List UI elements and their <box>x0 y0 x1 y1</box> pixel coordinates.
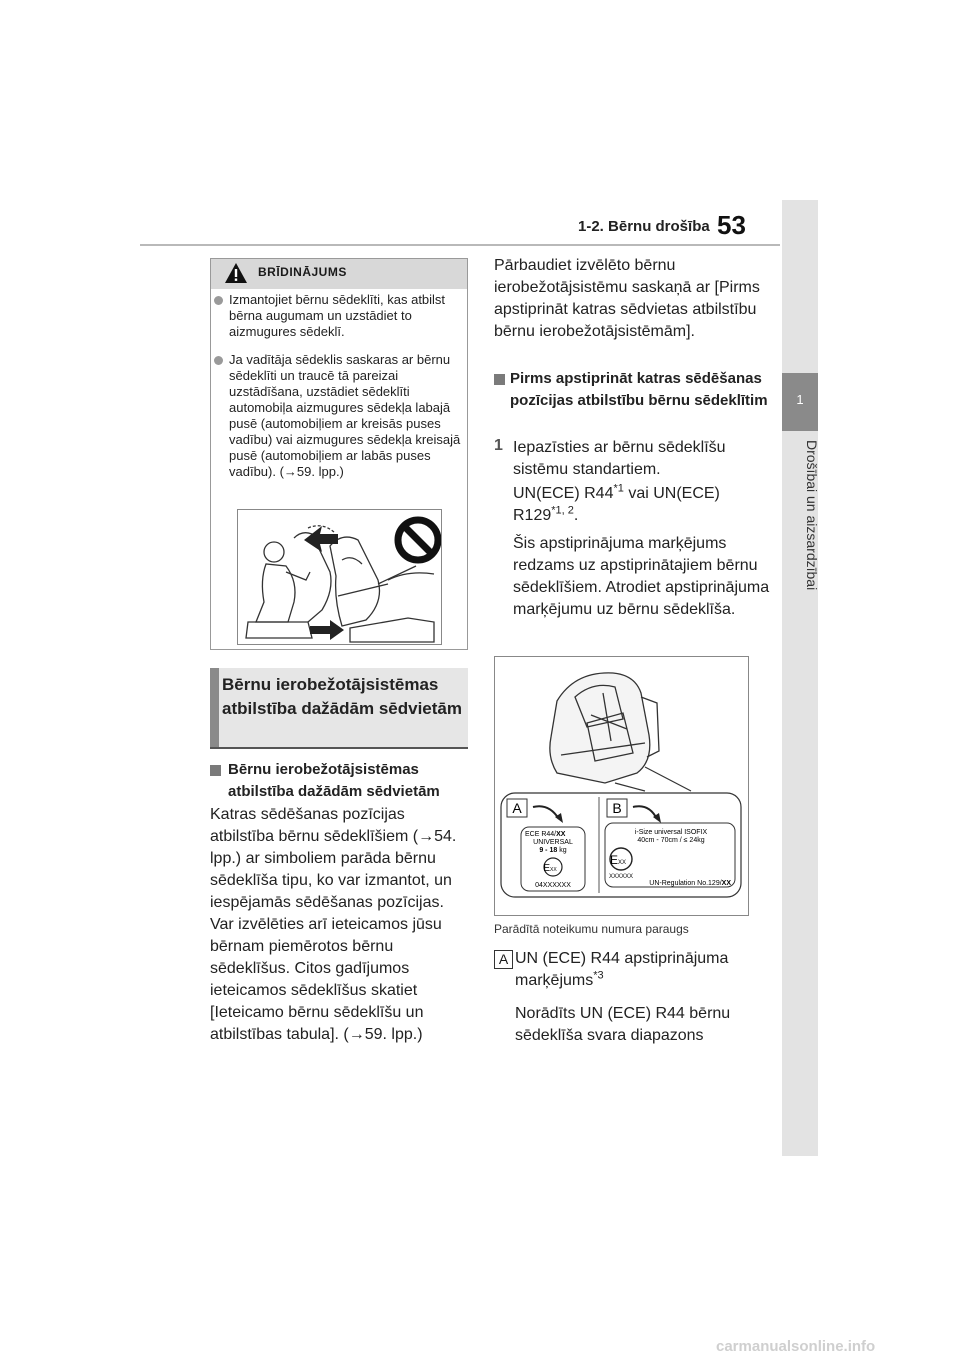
reg-r44: UN(ECE) R44 <box>513 485 614 502</box>
warning-triangle-icon <box>224 262 248 284</box>
r44-label-universal: UNIVERSAL <box>533 839 573 846</box>
reg-end: . <box>573 507 579 524</box>
r129-label-line2: 40cm - 70cm / ≤ 24kg <box>637 837 705 844</box>
paragraph-check: Pārbaudiet izvēlēto bērnu ierobežotājsistēmu saskaņā ar [Pirms apstiprināt katras sēdvietas atbilstību bērnu ierobežotājsistēmām]. <box>494 257 760 340</box>
r129-approval-code: XXXXXX <box>609 874 634 880</box>
step-number: 1 <box>494 437 503 454</box>
step-text-2: Šis apstiprinājuma marķējums redzams uz apstiprinātajiem bērnu sēdeklīšiem. Atrodiet apstiprinājuma marķējumu uz bērnu sēdeklīša. <box>513 535 770 618</box>
label-a-tag: A <box>512 800 522 816</box>
r129-regulation: UN-Regulation No.129/XX <box>649 880 731 887</box>
r44-label-line1: ECE R44/XX <box>525 831 566 838</box>
section-title: 1-2. Bērnu drošība <box>578 218 710 235</box>
figure-caption: Parādītā noteikumu numura paraugs <box>494 922 689 936</box>
paragraph-compatibility: Katras sēdēšanas pozīcijas atbilstība bērnu sēdeklīšiem (→54. lpp.) ar simboliem parāda bērnu sēdeklīša tipu, ko var izmantot, un iespējamās sēdēšanas pozīcijas. Var izvēlēties arī ieteicamos jūsu bērnam piemērotos bērnu sēdeklīšus. Citos gadījumos ieteicamos sēdeklīšus skatiet [Ieteicamo bērnu sēdeklīšu un atbilstības tabula]. (→59. lpp.) <box>210 806 457 1043</box>
subheading-before-confirm: Pirms apstiprināt katras sēdēšanas pozīcijas atbilstību bērnu sēdeklītim <box>510 370 768 409</box>
page-number: 53 <box>717 210 746 240</box>
seat-interference-drawing <box>238 510 441 644</box>
reg-r129: vai UN(ECE) R129 <box>513 485 720 524</box>
footnote-ref: *3 <box>593 969 604 982</box>
item-a-detail: Norādīts UN (ECE) R44 bērnu sēdeklīša svara diapazons <box>515 1005 731 1044</box>
section-heading-bar <box>210 668 219 748</box>
subheading-compatibility: Bērnu ierobežotājsistēmas atbilstība dažādām sēdvietām <box>228 761 440 800</box>
warning-bullet-1: Izmantojiet bērnu sēdeklīti, kas atbilst bērna augumam un uzstādiet to aizmugures sēdeklī. <box>229 292 446 339</box>
warning-title: BRĪDINĀJUMS <box>258 265 347 279</box>
bullet-dot <box>214 356 223 365</box>
item-a-label: A <box>494 950 513 969</box>
square-bullet-icon <box>494 374 505 385</box>
item-a-description <box>515 948 765 992</box>
approval-label-drawing <box>495 657 748 915</box>
side-tab <box>782 200 818 1156</box>
item-a-text: UN (ECE) R44 apstiprinājuma marķējums <box>515 950 729 989</box>
approval-label-illustration <box>494 656 749 916</box>
footnote-ref: *1 <box>613 482 624 495</box>
header-rule <box>140 244 780 246</box>
step-text: Iepazīsties ar bērnu sēdeklīšu sistēmu standartiem. <box>513 439 726 478</box>
r44-approval-code: 04XXXXXX <box>535 882 571 889</box>
bullet-dot <box>214 296 223 305</box>
chapter-number: 1 <box>796 392 804 407</box>
chapter-title: Drošībai un aizsardzībai <box>804 440 820 591</box>
footnote-ref: *1, 2 <box>551 504 574 517</box>
label-b-tag: B <box>612 800 622 816</box>
r129-label-line1: i-Size universal ISOFIX <box>634 829 708 836</box>
r44-label-weight: 9 - 18 kg <box>539 847 567 854</box>
step-regulations <box>513 483 773 527</box>
section-heading-rule <box>210 747 468 749</box>
warning-bullet-2: Ja vadītāja sēdeklis saskaras ar bērnu sēdeklīti un traucē tā pareizai uzstādīšana, uzstādiet sēdeklīti automobiļa aizmugures sēdekļa labajā pusē (automobiļiem ar kreisās puses vadību) vai aizmugures sēdekļa kreisajā pusē (automobiļiem ar labās puses vadību). (→59. lpp.) <box>229 352 461 479</box>
r129-e-mark: EXX <box>609 853 627 867</box>
watermark: carmanualsonline.info <box>716 1338 876 1355</box>
seat-interference-illustration <box>237 509 442 645</box>
square-bullet-icon <box>210 765 221 776</box>
r44-e-mark: EXX <box>543 863 557 874</box>
section-heading: Bērnu ierobežotājsistēmas atbilstība dažādām sēdvietām <box>222 675 462 718</box>
